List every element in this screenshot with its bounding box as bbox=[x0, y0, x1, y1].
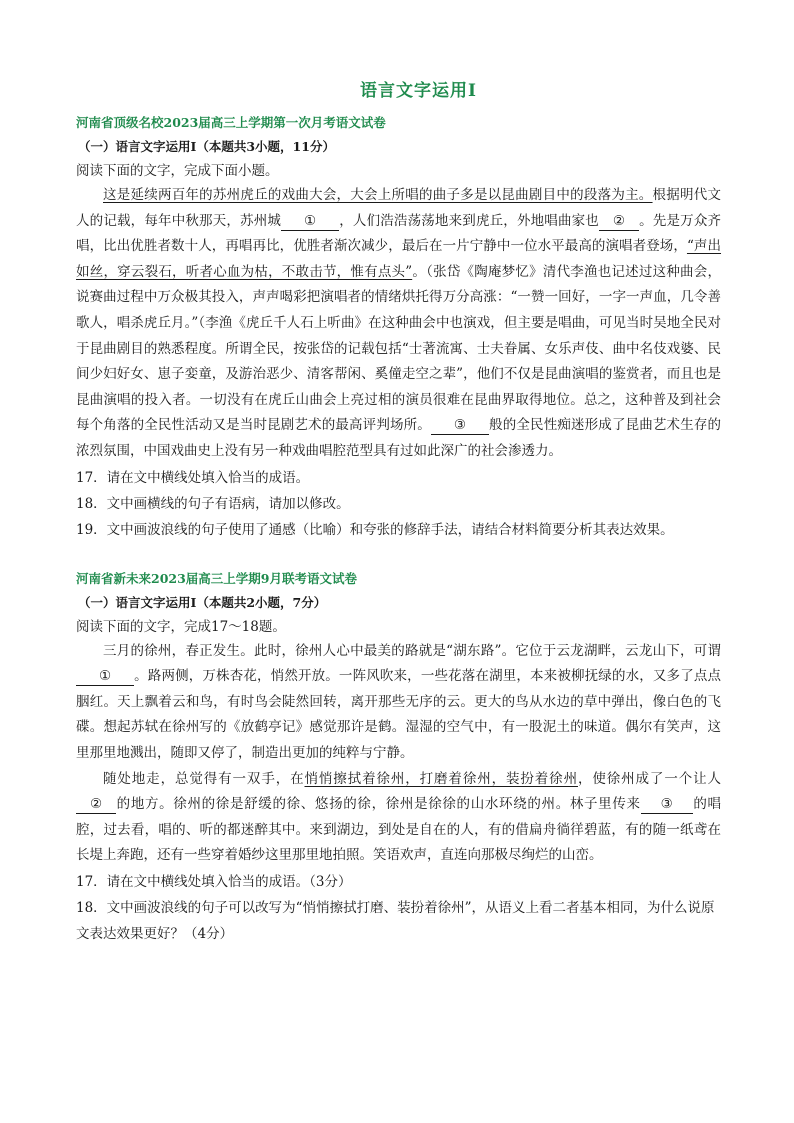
exam1-section-heading: （一）语言文字运用Ⅰ（本题共3小题，11分） bbox=[78, 139, 335, 154]
exam1-source: 河南省顶级名校2023届高三上学期第一次月考语文试卷 bbox=[76, 115, 386, 130]
passage-text: 三月的徐州，春正发生。此时，徐州人心中最美的路就是“湖东路”。它位于云龙湖畔，云龙山下，可谓 bbox=[103, 642, 721, 659]
passage-text: 随处地走，总觉得有一双手，在 bbox=[103, 770, 305, 787]
passage-text: 根据明代文人的记载，每年中秋那天，苏州城 bbox=[76, 187, 722, 229]
wavy-underlined-sentence: 悄悄擦拭着徐州，打磨着徐州，装扮着徐州 bbox=[304, 770, 578, 787]
passage-text: ，使徐州成了一个让人 bbox=[577, 770, 722, 787]
passage-text: 。（张岱《陶庵梦忆》清代李渔也记述过这种曲会，说赛曲过程中万众极其投入，声声喝彩把演唱者的情绪烘托得万分高涨：“一赞一回好，一字一声血，几令善歌人，唱杀虎丘月。”（李渔《虎丘千人石上听曲》在这种曲会中也演戏，但主要是唱曲，可见当时吴地全民对于昆曲剧目的熟悉程度。所谓全民，按张岱的记载包括“士著流寓、士夫眷属、女乐声伎、曲中名伎戏婆、民间少妇好女、崽子娈童，及游治恶少、清客帮闲、奚僮走空之辈”，他们不仅是昆曲演唱的鉴赏者，而且也是昆曲演唱的投入者。一切没有在虎丘山曲会上亮过相的演员很难在昆曲界取得地位。总之，这种普及到社会每个角落的全民性活动又是当时昆剧艺术的最高评判场所。 bbox=[76, 263, 721, 434]
passage-text: 般的全民性痴迷形成了昆曲艺术生存的浓烈氛围，中国戏曲史上没有另一种戏曲唱腔范型具有过如此深广的社会渗透力。 bbox=[76, 417, 722, 459]
passage-text: 。路两侧，万株杏花，悄然开放。一阵风吹来，一些花落在湖里，本来被柳抚绿的水，又多了点点胭红。天上飘着云和鸟，有时鸟会陡然回转，离开那些无序的云。更大的鸟从水边的草中弹出，像白色的飞碟。想起苏轼在徐州写的《放鹤亭记》感觉那许是鹤。湿湿的空气中，有一股泥土的味道。偶尔有笑声，这里那里地溅出，随即又停了，制造出更加的纯粹与宁静。 bbox=[76, 668, 721, 761]
passage-text: ，人们浩浩荡荡地来到虎丘，外地唱曲家也 bbox=[339, 212, 599, 229]
underlined-sentence: 这是延续两百年的苏州虎丘的戏曲大会，大会上所唱的曲子多是以昆曲剧目中的段落为主。 bbox=[103, 187, 653, 203]
page-title: 语言文字运用Ⅰ bbox=[360, 81, 477, 101]
exam2-passage-2 bbox=[76, 767, 721, 869]
question-19: 19．文中画波浪线的句子使用了通感（比喻）和夸张的修辞手法，请结合材料简要分析其表达效果。 bbox=[76, 521, 674, 538]
blank-3: ③ bbox=[431, 416, 489, 435]
passage-text: 的唱腔，过去看，唱的、听的都迷醉其中。来到湖边，到处是自在的人，有的借扁舟徜徉碧蓝，有的随一纸鸢在长堤上奔跑，还有一些穿着婚纱这里那里地拍照。笑语欢声，直连向那极尽绚烂的山峦。 bbox=[76, 796, 722, 864]
blank-2: ② bbox=[599, 212, 639, 231]
question-18: 18．文中画波浪线的句子可以改写为“悄悄擦拭打磨、装扮着徐州”，从语义上看二者基本相同，为什么说原文表达效果更好？（4分） bbox=[76, 899, 715, 942]
question-17: 17．请在文中横线处填入恰当的成语。（3分） bbox=[76, 873, 352, 890]
passage-text: 的地方。徐州的徐是舒缓的徐、悠扬的徐，徐州是徐徐的山水环绕的州。林子里传来 bbox=[116, 796, 641, 813]
exam2-instruction: 阅读下面的文字，完成17～18题。 bbox=[76, 618, 286, 635]
question-17: 17．请在文中横线处填入恰当的成语。 bbox=[76, 469, 310, 486]
exam2-section-heading: （一）语言文字运用Ⅰ（本题共2小题，7分） bbox=[78, 594, 327, 610]
blank-1: ① bbox=[76, 667, 134, 686]
blank-2: ② bbox=[76, 795, 116, 814]
question-18: 18．文中画横线的句子有语病，请加以修改。 bbox=[76, 495, 350, 512]
wavy-underlined-sentence: “声出如丝，穿云裂石，听者心血为枯，不敢击节，惟有点头” bbox=[76, 238, 722, 280]
exam1-passage bbox=[76, 183, 721, 465]
exam1-instruction: 阅读下面的文字，完成下面小题。 bbox=[76, 163, 279, 179]
blank-3: ③ bbox=[641, 795, 693, 814]
exam2-source: 河南省新未来2023届高三上学期9月联考语文试卷 bbox=[76, 570, 357, 586]
passage-text: 。先是万众齐唱，比出优胜者数十人，再唱再比，优胜者渐次减少，最后在一片宁静中一位水平最高的演唱者登场， bbox=[76, 212, 722, 255]
blank-1: ① bbox=[281, 212, 339, 231]
exam2-passage-1 bbox=[76, 639, 721, 767]
document-page bbox=[76, 70, 721, 947]
